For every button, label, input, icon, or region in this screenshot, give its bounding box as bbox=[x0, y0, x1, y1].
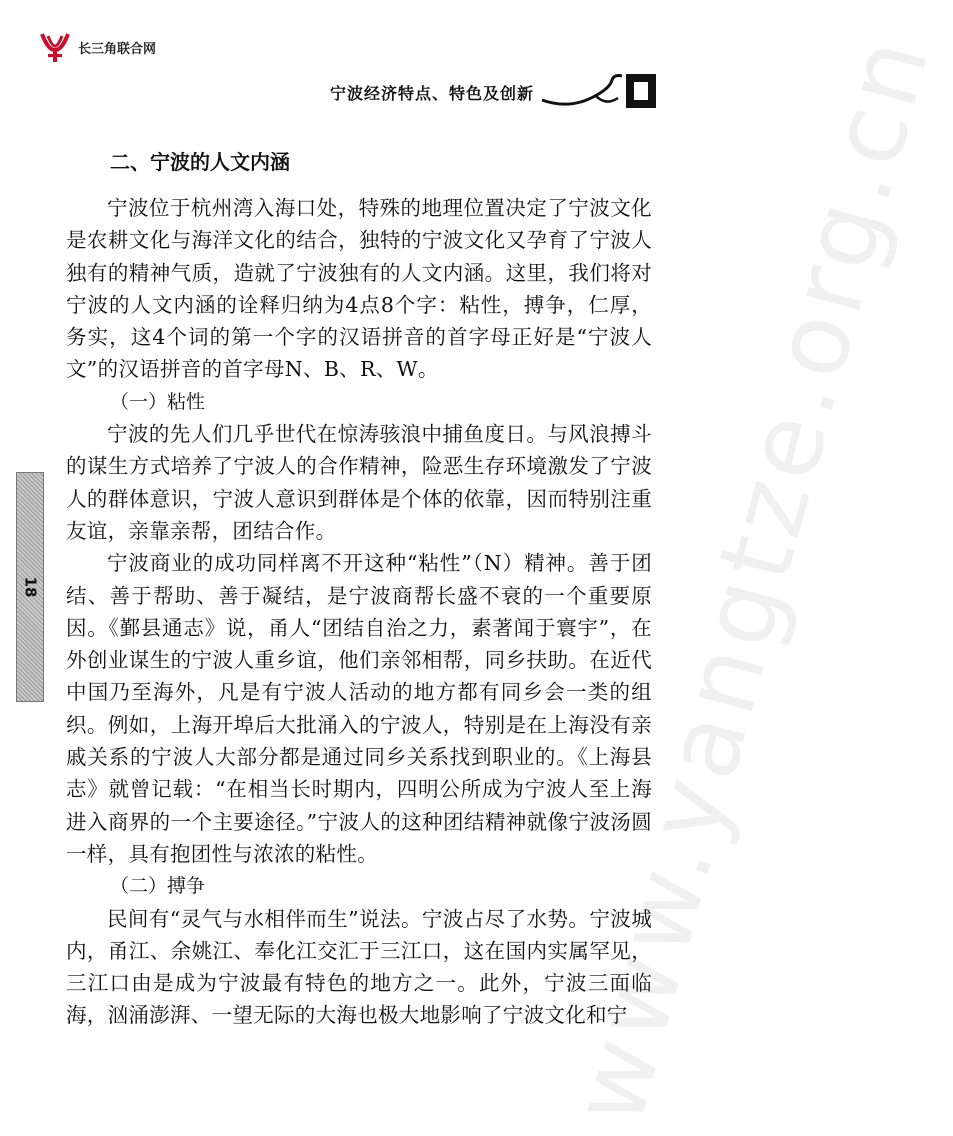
logo-text: 长三角联合网 bbox=[78, 41, 157, 57]
watermark: www.yangtze.org.cn bbox=[549, 21, 953, 1136]
subheading-stickiness: （一）粘性 bbox=[110, 390, 206, 413]
page-body bbox=[66, 142, 652, 1032]
site-logo bbox=[38, 30, 156, 64]
swirl-ornament-icon bbox=[540, 70, 660, 114]
page-number: 18 bbox=[21, 576, 39, 598]
running-title: 宁波经济特点、特色及创新 bbox=[329, 83, 534, 103]
running-head bbox=[330, 70, 660, 114]
logo-icon bbox=[38, 30, 72, 64]
page-number-tab bbox=[16, 472, 44, 702]
section-title: 二、宁波的人文内涵 bbox=[110, 150, 290, 174]
subheading-struggle: （二）搏争 bbox=[110, 875, 206, 898]
intro-paragraph: 宁波位于杭州湾入海口处，特殊的地理位置决定了宁波文化是农耕文化与海洋文化的结合，独特的宁波文化又孕育了宁波人独有的精神气质，造就了宁波独有的人文内涵。这里，我们将对宁波的人文内涵的诠释归纳为4点8个字：粘性，搏争，仁厚，务实，这4个词的第一个字的汉语拼音的首字母正好是“宁波人文”的汉语拼音的首字母N、B、R、W。 bbox=[66, 196, 652, 382]
struggle-paragraph-1: 民间有“灵气与水相伴而生”说法。宁波占尽了水势。宁波城内，甬江、余姚江、奉化江交汇于三江口，这在国内实属罕见，三江口由是成为宁波最有特色的地方之一。此外，宁波三面临海，汹涌澎湃、一望无际的大海也极大地影响了宁波文化和宁 bbox=[66, 906, 652, 1028]
stickiness-paragraph-1: 宁波的先人们几乎世代在惊涛骇浪中捕鱼度日。与风浪搏斗的谋生方式培养了宁波人的合作精神，险恶生存环境激发了宁波人的群体意识，宁波人意识到群体是个体的依靠，因而特别注重友谊，亲靠亲帮，团结合作。 bbox=[66, 422, 652, 543]
stickiness-paragraph-2: 宁波商业的成功同样离不开这种“粘性”（N）精神。善于团结、善于帮助、善于凝结，是宁波商帮长盛不衰的一个重要原因。《鄞县通志》说，甬人“团结自治之力，素著闻于寰宇”，在外创业谋生的宁波人重乡谊，他们亲邻相帮，同乡扶助。在近代中国乃至海外，凡是有宁波人活动的地方都有同乡会一类的组织。例如，上海开埠后大批涌入的宁波人，特别是在上海没有亲戚关系的宁波人大部分都是通过同乡关系找到职业的。《上海县志》就曾记载：“在相当长时期内，四明公所成为宁波人至上海进入商界的一个主要途径。”宁波人的这种团结精神就像宁波汤圆一样，具有抱团性与浓浓的粘性。 bbox=[66, 551, 652, 866]
